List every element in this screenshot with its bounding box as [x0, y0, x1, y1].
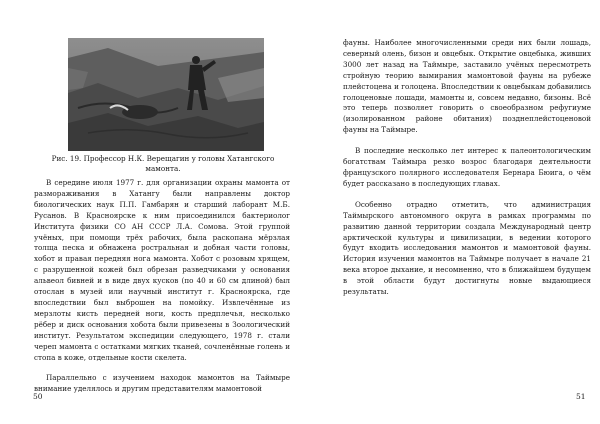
paragraph: В середине июля 1977 г. для организации охраны мамонта от размораживания в Хатангу были направлены доктор биологических наук П.П. Гамбарян и старший лаборант М.Б. Русанов. В Красноярске к ним присоединился бактериолог Института физики СО АН СССР Л.А. Сомова. Этой группой учёных, при помощи трёх рабочих, была раскопана мёрзлая толща песка и обнажена ростральная и добная части головы, хобот и правая передняя нога мамонта. Хобот с розовым хрящем, с разрушенной кожей был обрезан разведчиками у основания альвеол бивней и в виде двух кусков (по 40 и 60 см длиной) был отослан в музей или научный институт г. Красноярска, где впоследствии был выброшен на помойку. Извлечённые из мерзлоты кисть передней ноги, кость предплечья, несколько рёбер и диск основания хобота были привезены в Зоологический институт. Результатом экспедиции следующего, 1978 г. стали череп мамонта с остатками мягких тканей, сочленённые голень и стопа в коже, отдельные кости скелета. — [34, 178, 290, 362]
right-body-text — [343, 38, 591, 298]
left-body-text — [34, 178, 290, 395]
page-number-left: 50 — [33, 392, 43, 401]
figure-caption: Рис. 19. Профессор Н.К. Верещагин у головы Хатангского мамонта. — [51, 154, 275, 174]
paragraph: Особенно отрадно отметить, что администрация Таймырского автономного округа в рамках программы по развитию данной территории создала Международный центр арктической культуры и цивилизации, в ведении которого будут входить исследования мамонтов и мамонтовой фауны. История изучения мамонтов на Таймыре получает в начале 21 века второе дыхание, и несомненно, что в ближайшем будущем в этой области будут достигнуты новые выдающиеся результаты. — [343, 199, 591, 297]
paragraph: Параллельно с изучением находок мамонтов на Таймыре внимание уделялось и другим представителям мамонтовой — [34, 373, 290, 394]
paragraph: В последние несколько лет интерес к палеонтологическим богатствам Таймыра резко возрос благодаря деятельности французского полярного исследователя Бернара Бюига, о чём будет рассказано в последующих главах. — [343, 146, 591, 188]
right-page — [300, 0, 600, 424]
figure-photo — [68, 38, 264, 151]
paragraph: фауны. Наиболее многочисленными среди них были лошадь, северный олень, бизон и овцебык. Открытие овцебыка, живших 3000 лет назад на Таймыре, заставило учёных пересмотреть стройную теорию вымирания мамонтовой фауны на рубеже плейстоцена и голоцена. Впоследствии к овцебыкам добавились голоценовые лошади, мамонты и, совсем недавно, бизоны. Всё это теперь позволяет говорить о своеобразном рефугиуме (изолированном районе обитания) позднеплейстоценовой фауны на Таймыре. — [343, 38, 591, 135]
page-number-right: 51 — [576, 392, 586, 401]
